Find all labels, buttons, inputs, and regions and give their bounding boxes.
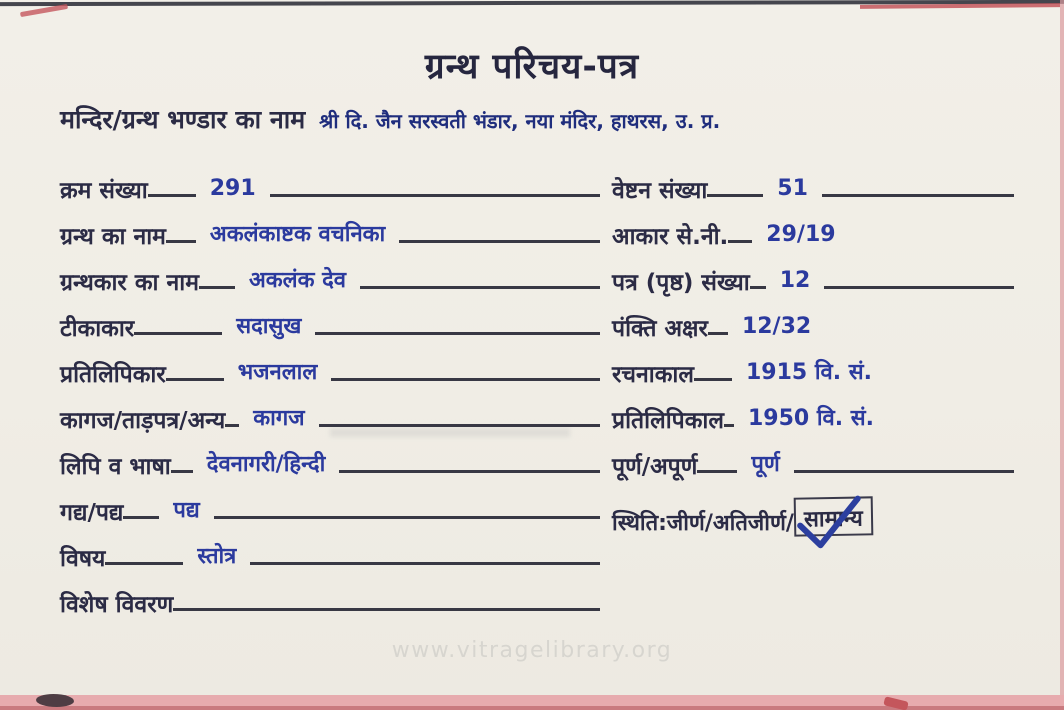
field-value: सदासुख — [236, 313, 302, 339]
field-label: पत्र (पृष्ठ) संख्या — [612, 269, 750, 296]
form-row-author-name — [60, 250, 600, 296]
scan-right-edge — [1060, 0, 1064, 710]
underline — [315, 332, 600, 335]
field-value: स्तोत्र — [197, 543, 237, 569]
field-value: 51 — [777, 175, 808, 201]
form-row-script-language — [60, 434, 600, 480]
field-label: विषय — [60, 545, 106, 572]
underline — [331, 378, 600, 381]
field-label: प्रतिलिपिकार — [60, 361, 166, 388]
form-row-size-cm — [612, 204, 1014, 250]
field-value: 1950 वि. सं. — [747, 405, 875, 431]
form-row-complete-incomplete — [612, 434, 1014, 480]
field-value: अकलंक देव — [248, 267, 347, 293]
underline — [225, 424, 239, 427]
underline — [199, 286, 235, 289]
underline — [166, 378, 224, 381]
underline — [694, 378, 732, 381]
form-row-book-name — [60, 204, 600, 250]
field-label: ग्रन्थ का नाम — [60, 223, 166, 250]
form-row-prose-verse — [60, 480, 600, 526]
scan-red-mark-top-right — [860, 3, 1060, 9]
field-label: स्थिति:जीर्ण/अतिजीर्ण/ — [612, 510, 794, 536]
field-value: अकलंकाष्टक वचनिका — [209, 221, 386, 247]
field-value: देवनागरी/हिन्दी — [206, 451, 326, 477]
form-row-page-count — [612, 250, 1014, 296]
underline — [173, 608, 600, 611]
field-label: ग्रन्थकार का नाम — [60, 269, 199, 296]
underline — [824, 286, 1014, 289]
underline — [724, 424, 734, 427]
underline — [270, 194, 600, 197]
field-label: आकार से.नी. — [612, 223, 729, 250]
field-label: लिपि व भाषा — [60, 453, 171, 480]
field-value: 12/32 — [741, 313, 812, 339]
condition-selected-box — [794, 496, 873, 537]
underline — [250, 562, 600, 565]
repository-label: मन्दिर/ग्रन्थ भण्डार का नाम — [60, 105, 306, 134]
scan-blob-bottom-left — [36, 694, 74, 707]
form-column-left — [60, 158, 600, 618]
underline — [166, 240, 196, 243]
underline — [339, 470, 600, 473]
underline — [105, 562, 183, 565]
field-label: कागज/ताड़पत्र/अन्य — [60, 407, 226, 434]
underline — [822, 194, 1014, 197]
form-row-serial-number — [60, 158, 600, 204]
underline — [708, 332, 728, 335]
underline — [134, 332, 222, 335]
underline — [123, 516, 159, 519]
field-value: 291 — [209, 175, 256, 201]
underline — [750, 286, 766, 289]
underline — [399, 240, 600, 243]
form-row-commentator — [60, 296, 600, 342]
condition-selected-value: सामान्य — [803, 506, 863, 533]
underline — [360, 286, 600, 289]
underline — [728, 240, 752, 243]
page-title: ग्रन्थ परिचय-पत्र — [424, 47, 640, 87]
form-row-copyist — [60, 342, 600, 388]
underline — [697, 470, 737, 473]
form-row-lines-letters — [612, 296, 1014, 342]
field-value: 1915 वि. सं. — [745, 359, 873, 385]
field-value: पूर्ण — [751, 451, 780, 477]
underline — [171, 470, 193, 473]
underline — [319, 424, 600, 427]
field-label: पंक्ति अक्षर — [612, 315, 708, 342]
field-label: क्रम संख्या — [60, 177, 148, 204]
form-row-copy-date — [612, 388, 1014, 434]
form-row-material — [60, 388, 600, 434]
field-value: 12 — [779, 267, 811, 293]
form-row-special-details — [60, 572, 600, 618]
form-row-bundle-number — [612, 158, 1014, 204]
field-label: विशेष विवरण — [60, 591, 174, 618]
underline — [794, 470, 1014, 473]
form-column-right — [612, 158, 1014, 536]
underline — [707, 194, 763, 197]
form-row-condition — [612, 480, 1014, 536]
form-row-composition-date — [612, 342, 1014, 388]
field-label: पूर्ण/अपूर्ण — [612, 453, 698, 480]
underline — [214, 516, 600, 519]
field-value: पद्य — [173, 497, 200, 523]
form-row-subject — [60, 526, 600, 572]
field-label: वेष्टन संख्या — [612, 177, 708, 204]
field-value: 29/19 — [766, 221, 836, 247]
field-value: भजनलाल — [237, 359, 318, 385]
field-label: प्रतिलिपिकाल — [612, 407, 724, 434]
field-value: कागज — [253, 405, 305, 431]
field-label: रचनाकाल — [612, 361, 694, 388]
field-label: गद्य/पद्य — [60, 499, 124, 526]
watermark: www.vitragelibrary.org — [391, 638, 673, 663]
underline — [148, 194, 196, 197]
field-label: टीकाकार — [60, 315, 135, 342]
repository-row — [60, 102, 1018, 136]
repository-value: श्री दि. जैन सरस्वती भंडार, नया मंदिर, हाथरस, उ. प्र. — [319, 109, 721, 133]
